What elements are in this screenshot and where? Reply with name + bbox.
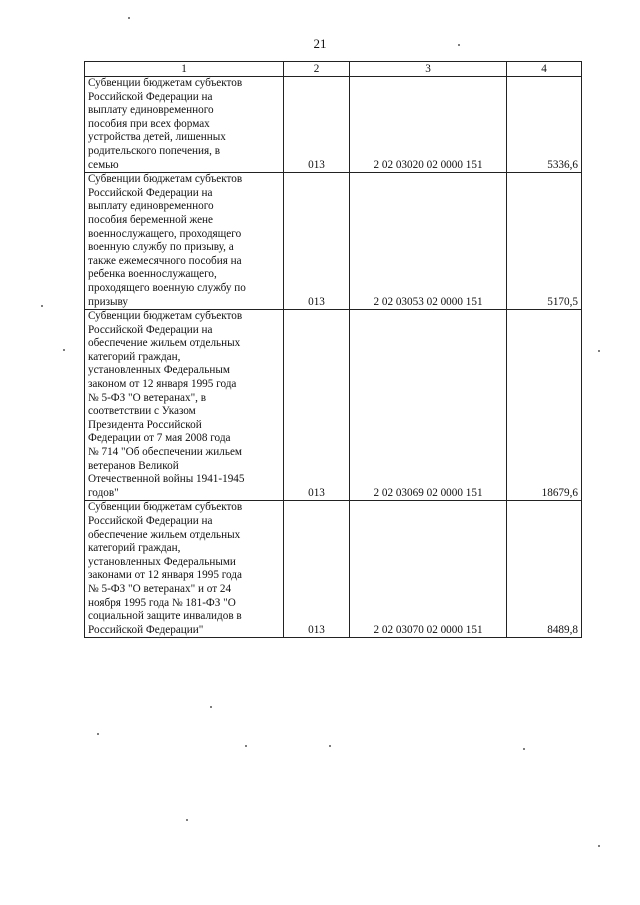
scan-speck <box>523 748 525 750</box>
row-admin-code: 013 <box>284 173 350 310</box>
table-header-row <box>85 62 582 77</box>
column-header-3: 3 <box>350 62 507 77</box>
scan-speck <box>97 733 99 735</box>
row-admin-code: 013 <box>284 501 350 638</box>
scan-speck <box>245 745 247 747</box>
table-row <box>85 77 582 173</box>
scan-speck <box>210 706 212 708</box>
row-amount: 5336,6 <box>507 77 582 173</box>
row-description: Субвенции бюджетам субъектов Российской Федерации на выплату единовременного пособия беременной жене военнослужащего, проходящего военную службу по призыву, а также ежемесячного пособия на ребенка военнослужащего, проходящего военную службу по призыву <box>85 173 284 310</box>
row-admin-code: 013 <box>284 77 350 173</box>
scan-speck <box>41 305 43 307</box>
scan-speck <box>329 745 331 747</box>
table-row <box>85 310 582 501</box>
row-amount: 18679,6 <box>507 310 582 501</box>
scan-speck <box>186 819 188 821</box>
scan-speck <box>63 349 65 351</box>
row-admin-code: 013 <box>284 310 350 501</box>
row-budget-code: 2 02 03020 02 0000 151 <box>350 77 507 173</box>
column-header-4: 4 <box>507 62 582 77</box>
column-header-2: 2 <box>284 62 350 77</box>
row-description: Субвенции бюджетам субъектов Российской Федерации на обеспечение жильем отдельных категорий граждан, установленных Федеральными законами от 12 января 1995 года № 5-ФЗ "О ветеранах" и от 24 ноября 1995 года № 181-ФЗ "О социальной защите инвалидов в Российской Федерации" <box>85 501 284 638</box>
column-header-1: 1 <box>85 62 284 77</box>
scan-speck <box>458 44 460 46</box>
scan-speck <box>128 17 130 19</box>
table-row <box>85 173 582 310</box>
page-number: 21 <box>313 36 327 51</box>
scan-speck <box>598 845 600 847</box>
row-description: Субвенции бюджетам субъектов Российской Федерации на обеспечение жильем отдельных категорий граждан, установленных Федеральным законом от 12 января 1995 года № 5-ФЗ "О ветеранах", в соответствии с Указом Президента Российской Федерации от 7 мая 2008 года № 714 "Об обеспечении жильем ветеранов Великой Отечественной войны 1941-1945 годов" <box>85 310 284 501</box>
budget-table <box>84 61 582 638</box>
row-budget-code: 2 02 03053 02 0000 151 <box>350 173 507 310</box>
row-amount: 5170,5 <box>507 173 582 310</box>
row-amount: 8489,8 <box>507 501 582 638</box>
table-row <box>85 501 582 638</box>
scan-speck <box>598 350 600 352</box>
row-description: Субвенции бюджетам субъектов Российской Федерации на выплату единовременного пособия при всех формах устройства детей, лишенных родительского попечения, в семью <box>85 77 284 173</box>
row-budget-code: 2 02 03069 02 0000 151 <box>350 310 507 501</box>
row-budget-code: 2 02 03070 02 0000 151 <box>350 501 507 638</box>
